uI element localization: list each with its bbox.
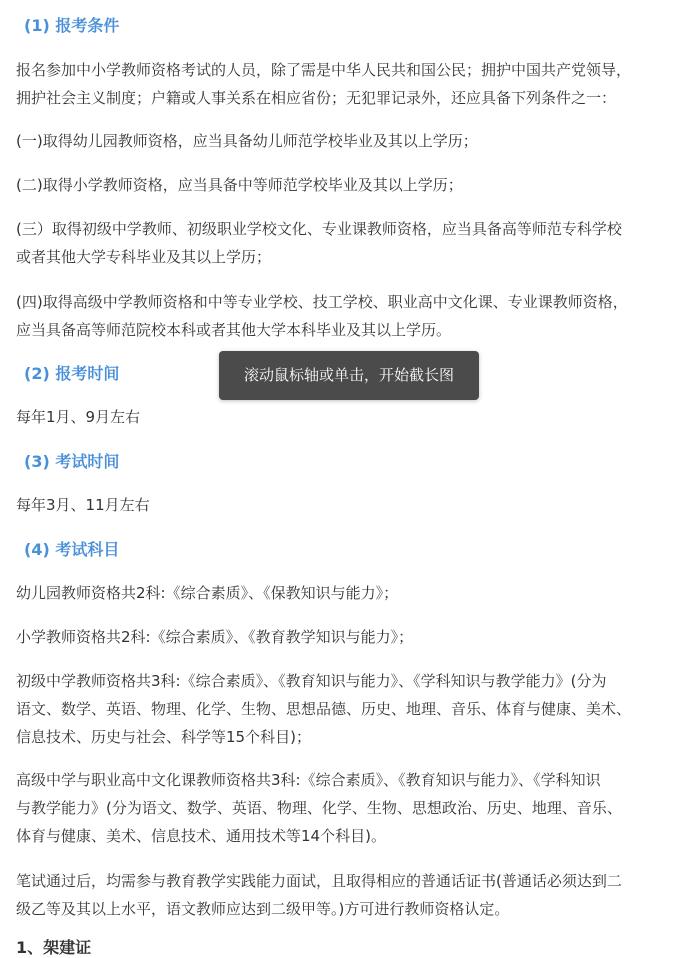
text-line: 体育与健康、美术、信息技术、通用技术等14个科目)。 [16,827,386,845]
text-line: 语文、数学、英语、物理、化学、生物、思想品德、历史、地理、音乐、体育与健康、美术、 [16,700,632,718]
paragraph-exam-time [16,491,684,519]
paragraph-subjects-primary [16,623,684,651]
paragraph-condition-1 [16,127,684,155]
text-line: (四)取得高级中学教师资格和中等专业学校、技工学校、职业高中文化课、专业课教师资格， [16,293,628,311]
heading-exam-subjects: (4) 考试科目 [24,540,120,559]
heading-registration-conditions: (1) 报考条件 [24,16,120,35]
paragraph-subjects-junior [16,667,684,751]
text-line: (三）取得初级中学教师、初级职业学校文化、专业课教师资格，应当具备高等师范专科学校 [16,220,622,238]
screenshot-toast[interactable]: 滚动鼠标轴或单击，开始截长图 [219,351,479,400]
paragraph-registration-time [16,403,684,431]
text-line: (一)取得幼儿园教师资格，应当具备幼儿师范学校毕业及其以上学历； [16,132,478,150]
text-line: 笔试通过后，均需参与教育教学实践能力面试，且取得相应的普通话证书(普通话必须达到二 [16,872,622,890]
paragraph-conditions-intro [16,56,684,112]
text-line: 信息技术、历史与社会、科学等15个科目)； [16,728,311,746]
heading-registration-time: (2) 报考时间 [24,364,120,383]
heading-exam-time: (3) 考试时间 [24,452,120,471]
text-line: 或者其他大学专科毕业及其以上学历； [16,248,272,266]
text-line: 高级中学与职业高中文化课教师资格共3科:《综合素质》、《教育知识与能力》、《学科知识 [16,771,601,789]
paragraph-interview [16,867,684,923]
text-line: 小学教师资格共2科:《综合素质》、《教育教学知识与能力》； [16,628,414,646]
text-line: 与教学能力》(分为语文、数学、英语、物理、化学、生物、思想政治、历史、地理、音乐、 [16,799,622,817]
paragraph-subjects-kindergarten [16,579,684,607]
text-line: 每年3月、11月左右 [16,496,150,514]
paragraph-subjects-senior [16,766,684,850]
text-line: 级乙等及其以上水平，语文教师应达到二级甲等。)方可进行教师资格认定。 [16,900,510,918]
paragraph-condition-4 [16,288,684,344]
paragraph-condition-2 [16,171,684,199]
text-line: 初级中学教师资格共3科:《综合素质》、《教育知识与能力》、《学科知识与教学能力》(分为 [16,672,607,690]
text-line: 每年1月、9月左右 [16,408,141,426]
text-line: 应当具备高等师范院校本科或者其他大学本科毕业及其以上学历。 [16,321,452,339]
text-line: 报名参加中小学教师资格考试的人员，除了需是中华人民共和国公民；拥护中国共产党领导， [16,61,632,79]
text-line: (二)取得小学教师资格，应当具备中等师范学校毕业及其以上学历； [16,176,463,194]
paragraph-condition-3 [16,215,684,271]
text-line: 幼儿园教师资格共2科:《综合素质》、《保教知识与能力》； [16,584,399,602]
text-line: 拥护社会主义制度；户籍或人事关系在相应省份；无犯罪记录外，还应具备下列条件之一： [16,89,617,107]
heading-next-section: 1、架建证 [16,938,92,957]
